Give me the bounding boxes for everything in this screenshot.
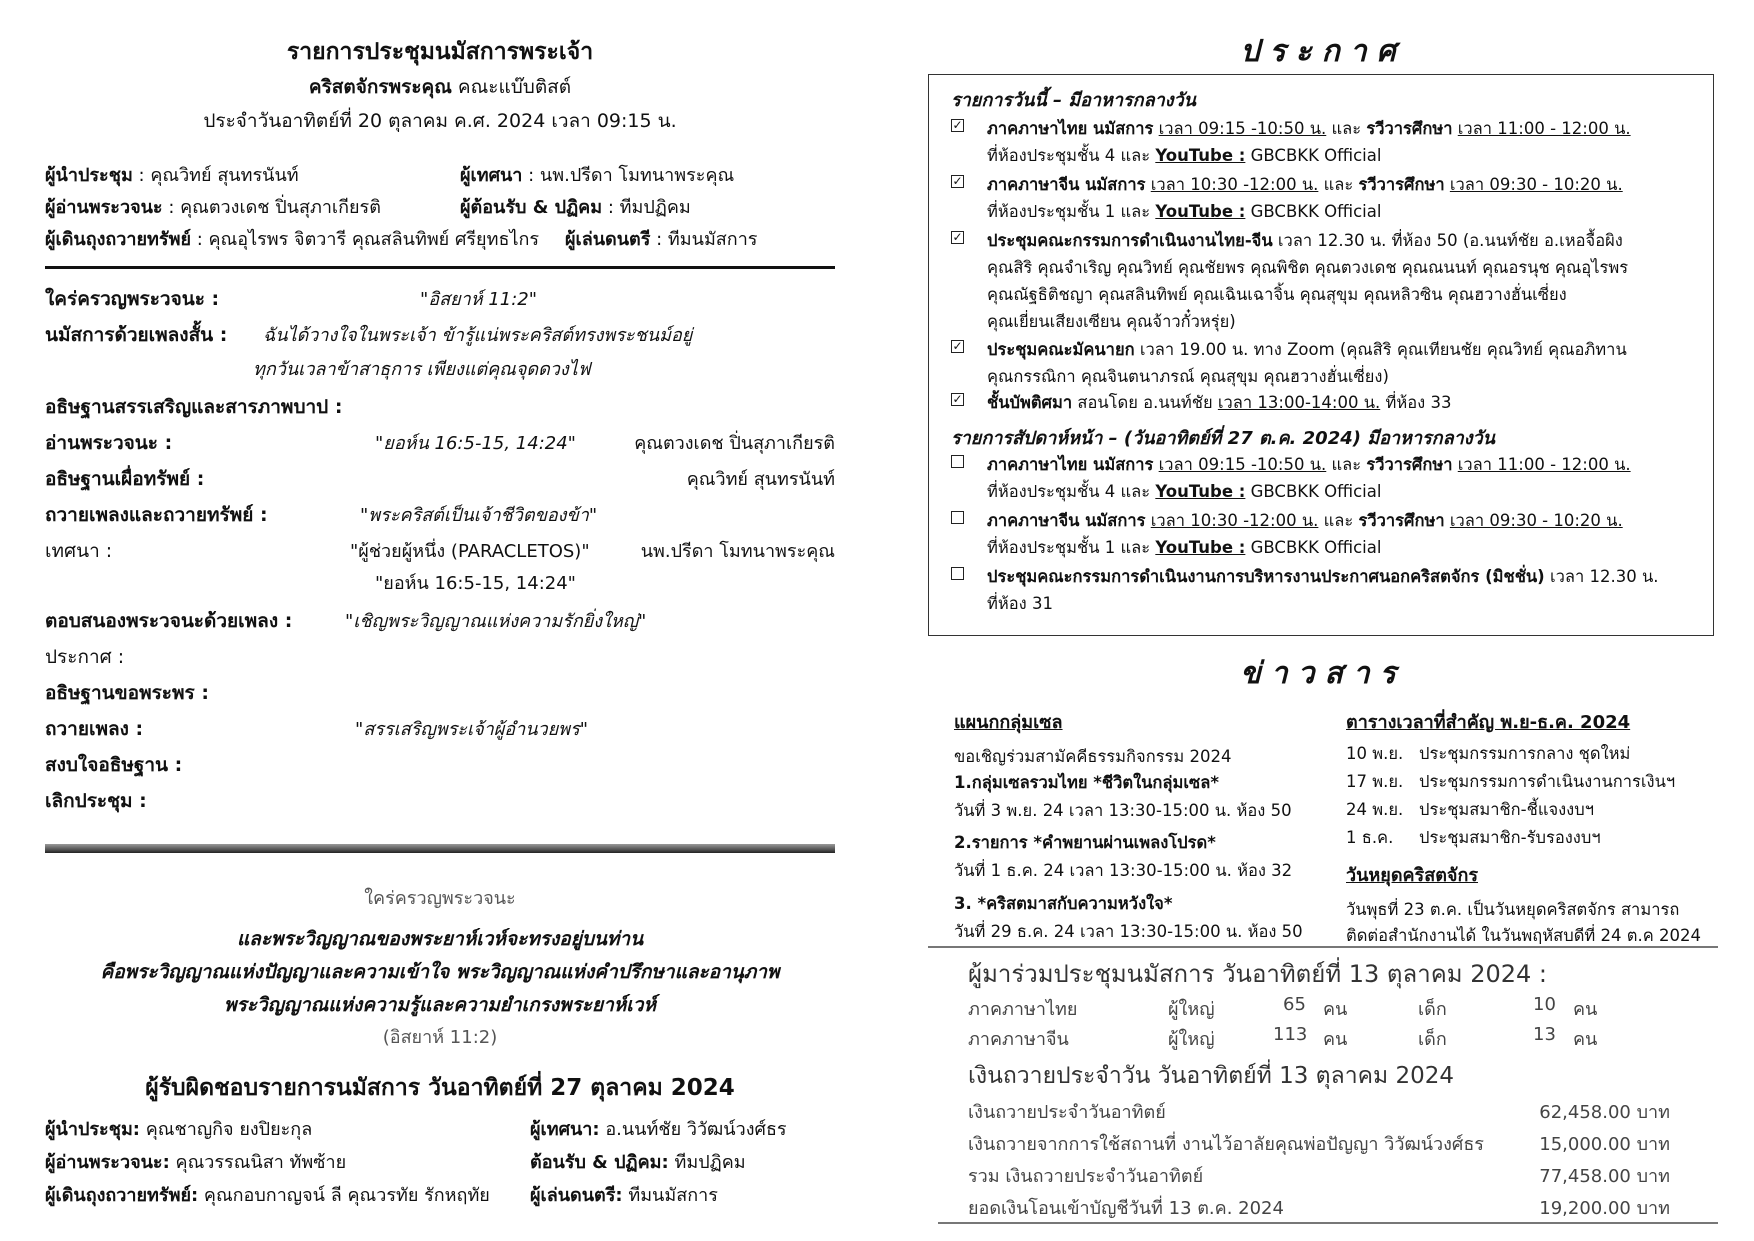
today-item-committee-title: ประชุมคณะกรรมการดำเนินงานไทย-จีน	[987, 231, 1273, 250]
attendance-unit: คน	[1573, 999, 1598, 1020]
schedule-row	[1346, 797, 1594, 823]
today-item-committee-names2: คุณณัฐธิติชญา คุณสลินทิพย์ คุณเฉินเฉาจิ้น คุณสุขุม คุณหลิวซิน คุณฮวางฮั่นเซี่ยง	[987, 285, 1567, 304]
next-preacher-line	[530, 1114, 787, 1143]
next-item-mission-room: ที่ห้อง 31	[987, 594, 1053, 613]
sermon-label: เทศนา :	[45, 540, 113, 562]
schedule-text: ประชุมกรรมการกลาง ชุดใหม่	[1419, 744, 1631, 763]
next-welcome-label: ต้อนรับ & ปฏิคม:	[530, 1152, 669, 1173]
today-item-committee-time: เวลา 12.30 น. ที่ห้อง 50 (อ.นนท์ชัย อ.เหอจื้อผิง	[1272, 231, 1623, 250]
schedule-date: 10 พ.ย.	[1346, 744, 1404, 763]
today-item-committee-names1: คุณสิริ คุณจำเริญ คุณวิทย์ คุณชัยพร คุณพิชิต คุณตวงเดช คุณณนนท์ คุณอรนุช คุณอุไรพร	[987, 258, 1629, 277]
church-name-bold: คริสตจักรพระคุณ	[308, 76, 452, 98]
sermon-title: "ผู้ช่วยผู้หนึ่ง (PARACLETOS)"	[350, 541, 590, 562]
next-item-mission-title: ประชุมคณะกรรมการดำเนินงานการบริหารงานประกาศนอกคริสตจักร (มิชชั่น)	[987, 567, 1545, 586]
checked-box-icon: ✓	[952, 174, 963, 188]
next-item-chinese-school-time: เวลา 09:30 - 10:20 น.	[1449, 511, 1623, 530]
schedule-heading: ตารางเวลาที่สำคัญ พ.ย-ธ.ค. 2024	[1346, 712, 1631, 733]
cell-event1-title-text: 1.กลุ่มเซลรวมไทย *ชีวิตในกลุ่มเซล*	[954, 773, 1219, 792]
offering-song: "พระคริสต์เป็นเจ้าชีวิตของข้า"	[360, 505, 598, 526]
next-leader-line	[45, 1114, 312, 1143]
music-label: ผู้เล่นดนตรี	[565, 229, 651, 250]
response-song: "เชิญพระวิญญาณแห่งความรักยิ่งใหญ่"	[345, 611, 647, 632]
today-item-deacons-time: เวลา 19.00 น. ทาง Zoom (คุณสิริ คุณเทียนชัย คุณวิทย์ คุณอภิทาน	[1134, 340, 1627, 359]
music-value: : ทีมนมัสการ	[656, 229, 758, 250]
reader-line	[45, 192, 381, 221]
today-item-chinese-time: เวลา 10:30 -12:00 น.	[1150, 175, 1319, 194]
cell-event3-title	[954, 891, 1172, 917]
meditation-ref: "อิสยาห์ 11:2"	[420, 289, 538, 310]
schedule-date: 1 ธ.ค.	[1346, 828, 1394, 847]
next-item-chinese	[951, 507, 1691, 561]
welcome-line	[460, 192, 691, 221]
attendance-child-label: เด็ก	[1418, 999, 1447, 1020]
cell-event2-title	[954, 830, 1216, 856]
next-item-chinese-time: เวลา 10:30 -12:00 น.	[1150, 511, 1319, 530]
schedule-row	[1346, 825, 1601, 851]
today-item-thai-school-time: เวลา 11:00 - 12:00 น.	[1457, 119, 1631, 138]
checked-box-icon: ✓	[952, 392, 963, 406]
praise-prayer-label: อธิษฐานสรรเสริญและสารภาพบาป :	[45, 396, 343, 418]
next-item-chinese-and: และ	[1318, 511, 1359, 530]
cell-event2-time: วันที่ 1 ธ.ค. 24 เวลา 13:30-15:00 น. ห้อง 32	[954, 861, 1293, 880]
offering-row-amount: 15,000.00 บาท	[1539, 1134, 1670, 1155]
cell-group-heading: แผนกกลุ่มเซล	[954, 712, 1063, 733]
next-week-heading: รายการสัปดาห์หน้า – (วันอาทิตย์ที่ 27 ต.ค. 2024) มีอาหารกลางวัน	[951, 428, 1495, 449]
today-item-thai-sunday-school: รวีวารศึกษา	[1366, 119, 1453, 138]
meditation-label: ใคร่ครวญพระวจนะ :	[45, 288, 220, 310]
today-item-thai	[951, 115, 1691, 169]
today-item-chinese-title: ภาคภาษาจีน นมัสการ	[987, 175, 1146, 194]
next-item-thai-school-time: เวลา 11:00 - 12:00 น.	[1457, 455, 1631, 474]
attendance-chinese-adult: 113	[1273, 1024, 1308, 1045]
today-item-deacons	[951, 336, 1691, 390]
worship-song-line2: ทุกวันเวลาข้าสาธุการ เพียงแต่คุณจุดดวงไฟ	[253, 359, 591, 380]
today-item-chinese-room: ที่ห้องประชุมชั้น 1 และ	[987, 202, 1156, 221]
verse-divider	[45, 844, 835, 853]
scripture-label: อ่านพระวจนะ :	[45, 432, 173, 454]
blessing-label: อธิษฐานขอพระพร :	[45, 682, 209, 704]
announcements-box	[928, 74, 1714, 636]
today-item-committee	[951, 227, 1691, 335]
offering-song-label: ถวายเพลงและถวายทรัพย์ :	[45, 504, 268, 526]
youtube-link[interactable]: YouTube :	[1155, 482, 1246, 501]
next-item-thai	[951, 451, 1691, 505]
attendance-thai-label: ภาคภาษาไทย	[968, 999, 1078, 1020]
offering-row-label: รวม เงินถวายประจำวันอาทิตย์	[968, 1166, 1204, 1187]
next-offering-label: ผู้เดินถุงถวายทรัพย์:	[45, 1185, 199, 1206]
cell-event1-title	[954, 770, 1219, 796]
next-item-thai-and: และ	[1326, 455, 1367, 474]
holiday-line1: วันพุธที่ 23 ต.ค. เป็นวันหยุดคริสตจักร สามารถ	[1346, 900, 1680, 919]
verse-line1: และพระวิญญาณของพระยาห์เวห์จะทรงอยู่บนท่าน	[236, 928, 644, 950]
next-welcome-value: ทีมปฏิคม	[674, 1152, 746, 1173]
attendance-adult-label: ผู้ใหญ่	[1168, 1029, 1215, 1050]
cell-event1-time: วันที่ 3 พ.ย. 24 เวลา 13:30-15:00 น. ห้อง 50	[954, 801, 1292, 820]
next-item-chinese-sunday-school: รวีวารศึกษา	[1358, 511, 1445, 530]
next-item-thai-sunday-school: รวีวารศึกษา	[1366, 455, 1453, 474]
welcome-value: : ทีมปฏิคม	[607, 197, 691, 218]
music-line	[565, 224, 757, 253]
bottom-divider	[938, 1222, 1718, 1224]
offering-prayer-label: อธิษฐานเผื่อทรัพย์ :	[45, 468, 205, 490]
today-item-committee-names3: คุณเยี่ยนเสียงเซียน คุณจ้าวกั๋วหรุ่ย)	[987, 312, 1236, 331]
reader-value: : คุณตวงเดช ปิ่นสุภาเกียรติ	[168, 197, 381, 218]
offering-bag-label: ผู้เดินถุงถวายทรัพย์	[45, 229, 191, 250]
next-item-thai-room: ที่ห้องประชุมชั้น 4 และ	[987, 482, 1156, 501]
worship-song-label: นมัสการด้วยเพลงสั้น :	[45, 324, 228, 346]
response-label: ตอบสนองพระวจนะด้วยเพลง :	[45, 610, 293, 632]
left-column	[45, 0, 835, 1241]
schedule-row	[1346, 769, 1675, 795]
schedule-text: ประชุมสมาชิก-รับรองงบฯ	[1419, 828, 1601, 847]
offering-row-amount: 19,200.00 บาท	[1539, 1198, 1670, 1219]
welcome-label: ผู้ต้อนรับ & ปฏิคม	[460, 197, 603, 218]
service-date: ประจำวันอาทิตย์ที่ 20 ตุลาคม ค.ศ. 2024 เวลา 09:15 น.	[203, 110, 677, 132]
schedule-date: 17 พ.ย.	[1346, 772, 1404, 791]
attendance-thai-adult: 65	[1283, 994, 1306, 1015]
offering-row-label: เงินถวายจากการใช้สถานที่ งานไว้อาลัยคุณพ่อปัญญา วิวัฒน์วงศ์ธร	[968, 1134, 1484, 1155]
today-item-thai-room: ที่ห้องประชุมชั้น 4 และ	[987, 146, 1156, 165]
attendance-unit: คน	[1323, 999, 1348, 1020]
today-item-baptism-time: เวลา 13:00-14:00 น.	[1217, 393, 1381, 412]
preacher-line	[460, 160, 734, 189]
leader-value: : คุณวิทย์ สุนทรนันท์	[138, 165, 299, 186]
verse-ref: (อิสยาห์ 11:2)	[382, 1027, 498, 1048]
attendance-unit: คน	[1573, 1029, 1598, 1050]
leader-line	[45, 160, 299, 189]
today-item-chinese-and: และ	[1318, 175, 1359, 194]
offering-row-label: เงินถวายประจำวันอาทิตย์	[968, 1102, 1166, 1123]
preacher-label: ผู้เทศนา	[460, 165, 523, 186]
next-item-chinese-title: ภาคภาษาจีน นมัสการ	[987, 511, 1146, 530]
next-offering-value: คุณกอบกาญจน์ ลี คุณวรทัย รักหฤทัย	[203, 1185, 490, 1206]
reader-label: ผู้อ่านพระวจนะ	[45, 197, 163, 218]
next-leader-label: ผู้นำประชุม:	[45, 1119, 141, 1140]
holiday-line2: ติดต่อสำนักงานได้ ในวันพฤหัสบดีที่ 24 ต.ค 2024	[1346, 926, 1701, 945]
next-music-value: ทีมนมัสการ	[628, 1185, 718, 1206]
announce-label: ประกาศ :	[45, 646, 125, 668]
today-item-baptism-room: ที่ห้อง 33	[1380, 393, 1452, 412]
next-reader-label: ผู้อ่านพระวจนะ:	[45, 1152, 170, 1173]
cell-event3-time: วันที่ 29 ธ.ค. 24 เวลา 13:30-15:00 น. ห้อง 50	[954, 922, 1303, 941]
today-item-baptism-title: ชั้นบัพติศมา	[987, 393, 1073, 412]
schedule-row	[1346, 741, 1630, 767]
song2-title: "สรรเสริญพระเจ้าผู้อำนวยพร"	[355, 719, 588, 740]
preacher-value: : นพ.ปรีดา โมทนาพระคุณ	[528, 165, 735, 186]
attendance-child-label: เด็ก	[1418, 1029, 1447, 1050]
offering-bag-value: : คุณอุไรพร จิตวารี คุณสลินทิพย์ ศรียุทธไกร	[196, 229, 540, 250]
song2-label: ถวายเพลง :	[45, 718, 144, 740]
next-item-chinese-channel: GBCBKK Official	[1245, 538, 1382, 557]
schedule-text: ประชุมกรรมการดำเนินงานการเงินฯ	[1419, 772, 1676, 791]
verse-line2: คือพระวิญญาณแห่งปัญญาและความเข้าใจ พระวิญญาณแห่งคำปรึกษาและอานุภาพ	[100, 961, 780, 983]
attendance-adult-label: ผู้ใหญ่	[1168, 999, 1215, 1020]
scripture-ref: "ยอห์น 16:5-15, 14:24"	[375, 433, 576, 454]
attendance-thai-child: 10	[1533, 994, 1556, 1015]
cell-event3-title-text: 3. *คริสตมาสกับความหวังใจ*	[954, 894, 1173, 913]
offering-row-label: ยอดเงินโอนเข้าบัญชีวันที่ 13 ต.ค. 2024	[968, 1198, 1284, 1219]
next-music-line	[530, 1180, 718, 1209]
next-item-mission	[951, 563, 1691, 617]
scripture-person: คุณตวงเดช ปิ่นสุภาเกียรติ	[634, 433, 835, 454]
today-item-thai-and: และ	[1326, 119, 1367, 138]
today-item-thai-title: ภาคภาษาไทย นมัสการ	[987, 119, 1154, 138]
announcements-title: ประกาศ	[1240, 34, 1406, 69]
next-preacher-label: ผู้เทศนา:	[530, 1119, 600, 1140]
unchecked-box-icon	[951, 511, 964, 524]
next-music-label: ผู้เล่นดนตรี:	[530, 1185, 623, 1206]
sermon-ref: "ยอห์น 16:5-15, 14:24"	[375, 573, 576, 594]
next-item-thai-channel: GBCBKK Official	[1245, 482, 1382, 501]
service-title: รายการประชุมนมัสการพระเจ้า	[286, 39, 594, 65]
offering-prayer-person: คุณวิทย์ สุนทรนันท์	[686, 469, 835, 490]
next-leader-value: คุณชาญกิจ ยงปิยะกุล	[145, 1119, 313, 1140]
today-item-chinese-channel: GBCBKK Official	[1245, 202, 1382, 221]
attendance-chinese-label: ภาคภาษาจีน	[968, 1029, 1069, 1050]
today-heading: รายการวันนี้ – มีอาหารกลางวัน	[951, 90, 1196, 111]
news-title: ข่าวสาร	[1240, 656, 1406, 691]
attendance-title: ผู้มาร่วมประชุมนมัสการ วันอาทิตย์ที่ 13 ตุลาคม 2024 :	[968, 960, 1547, 988]
attendance-chinese-child: 13	[1533, 1024, 1556, 1045]
today-item-deacons-names: คุณกรรณิกา คุณจินตนาภรณ์ คุณสุขุม คุณฮวางฮั่นเซี่ยง)	[987, 367, 1389, 386]
today-item-chinese	[951, 171, 1691, 225]
next-item-chinese-room: ที่ห้องประชุมชั้น 1 และ	[987, 538, 1156, 557]
youtube-link[interactable]: YouTube :	[1155, 202, 1246, 221]
silent-prayer-label: สงบใจอธิษฐาน :	[45, 754, 183, 776]
offering-row-amount: 77,458.00 บาท	[1539, 1166, 1670, 1187]
checked-box-icon: ✓	[952, 339, 963, 353]
next-item-thai-title: ภาคภาษาไทย นมัสการ	[987, 455, 1154, 474]
cell-intro: ขอเชิญร่วมสามัคคีธรรมกิจกรรม 2024	[954, 747, 1232, 766]
offering-bag-line	[45, 224, 539, 253]
next-week-team-title: ผู้รับผิดชอบรายการนมัสการ วันอาทิตย์ที่ 27 ตุลาคม 2024	[145, 1075, 735, 1101]
checked-box-icon: ✓	[952, 118, 963, 132]
schedule-text: ประชุมสมาชิก-ชี้แจงงบฯ	[1419, 800, 1594, 819]
sermon-person: นพ.ปรีดา โมทนาพระคุณ	[640, 541, 835, 562]
verse-line3: พระวิญญาณแห่งความรู้และความยำเกรงพระยาห์เวห์	[224, 994, 656, 1016]
next-welcome-line	[530, 1147, 746, 1176]
cell-event2-title-text: 2.รายการ *คำพยานผ่านเพลงโปรด*	[954, 833, 1216, 852]
next-item-mission-time: เวลา 12.30 น.	[1544, 567, 1659, 586]
next-preacher-value: อ.นนท์ชัย วิวัฒน์วงศ์ธร	[605, 1119, 787, 1140]
today-item-chinese-sunday-school: รวีวารศึกษา	[1358, 175, 1445, 194]
offering-row-amount: 62,458.00 บาท	[1539, 1102, 1670, 1123]
leader-label: ผู้นำประชุม	[45, 165, 133, 186]
offering-title: เงินถวายประจำวัน วันอาทิตย์ที่ 13 ตุลาคม 2024	[968, 1063, 1455, 1089]
closing-label: เลิกประชุม :	[45, 790, 147, 812]
verse-heading: ใคร่ครวญพระวจนะ	[364, 888, 516, 909]
church-name	[45, 72, 835, 102]
youtube-link[interactable]: YouTube :	[1155, 538, 1246, 557]
right-column	[928, 0, 1718, 1241]
today-item-baptism	[951, 389, 1691, 416]
today-item-thai-channel: GBCBKK Official	[1245, 146, 1382, 165]
next-reader-line	[45, 1147, 346, 1176]
youtube-link[interactable]: YouTube :	[1155, 146, 1246, 165]
section-divider	[45, 266, 835, 269]
attendance-divider	[928, 946, 1718, 948]
today-item-chinese-school-time: เวลา 09:30 - 10:20 น.	[1449, 175, 1623, 194]
church-name-rest: คณะแบ๊บติสต์	[457, 76, 572, 98]
next-reader-value: คุณวรรณนิสา ทัพซ้าย	[175, 1152, 347, 1173]
unchecked-box-icon	[951, 455, 964, 468]
attendance-unit: คน	[1323, 1029, 1348, 1050]
schedule-date: 24 พ.ย.	[1346, 800, 1404, 819]
today-item-deacons-title: ประชุมคณะมัคนายก	[987, 340, 1135, 359]
holiday-heading: วันหยุดคริสตจักร	[1346, 865, 1479, 886]
today-item-baptism-teacher: สอนโดย อ.นนท์ชัย	[1072, 393, 1218, 412]
unchecked-box-icon	[951, 567, 964, 580]
worship-song-line1: ฉันได้วางใจในพระเจ้า ข้ารู้แน่พระคริสต์ทรงพระชนม์อยู่	[263, 325, 693, 346]
next-item-thai-time: เวลา 09:15 -10:50 น.	[1158, 455, 1327, 474]
next-offering-line	[45, 1180, 490, 1209]
checked-box-icon: ✓	[952, 230, 963, 244]
today-item-thai-time: เวลา 09:15 -10:50 น.	[1158, 119, 1327, 138]
